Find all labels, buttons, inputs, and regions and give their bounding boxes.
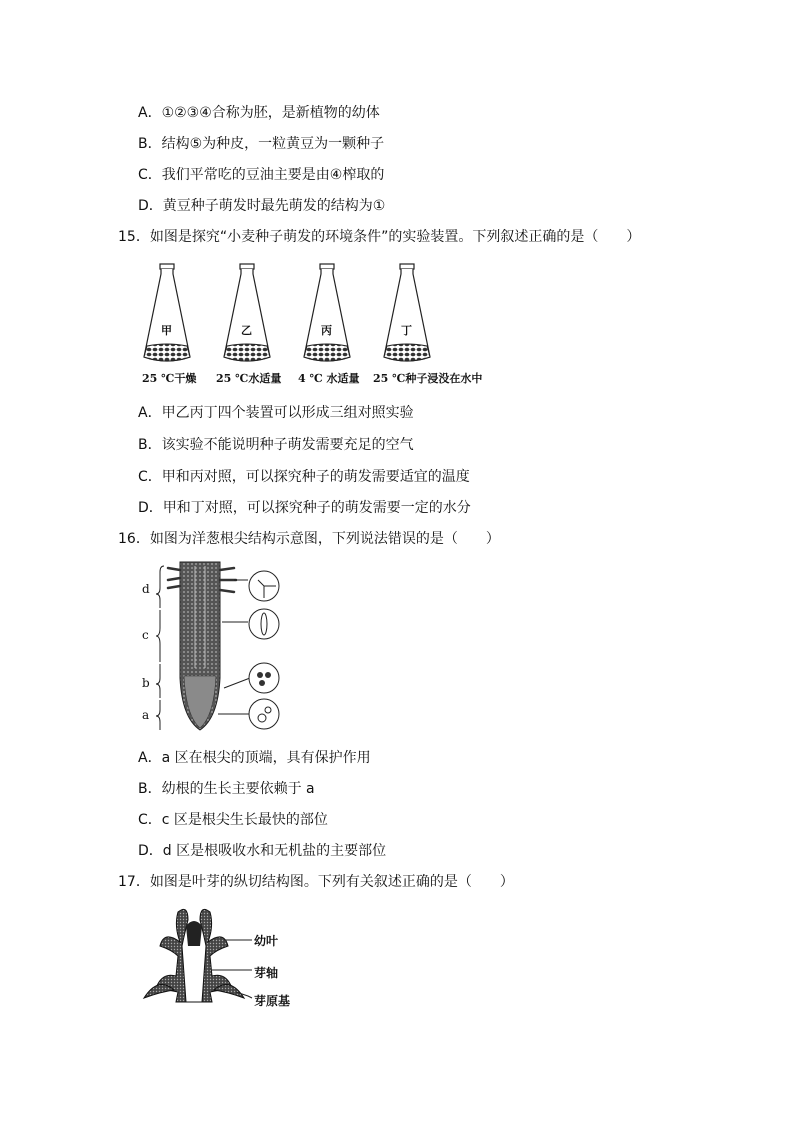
zone-label-d: d <box>142 582 150 596</box>
leaf-bud-drawing <box>140 906 320 1010</box>
q15-flask-figure <box>138 262 483 388</box>
q16-option-a: A．a 区在根尖的顶端，具有保护作用 <box>138 750 371 766</box>
flask-label-ding: 丁 <box>401 324 412 337</box>
q14-option-c: C．我们平常吃的豆油主要是由④榨取的 <box>138 167 385 183</box>
q15-stem: 15．如图是探究“小麦种子萌发的环境条件”的实验装置。下列叙述正确的是（ ） <box>118 229 641 245</box>
flask-label-bing: 丙 <box>321 324 332 337</box>
label-young-leaf: 幼叶 <box>254 934 279 948</box>
q15-option-a: A．甲乙丙丁四个装置可以形成三组对照实验 <box>138 405 414 421</box>
q14-option-b: B．结构⑤为种皮，一粒黄豆为一颗种子 <box>138 136 385 152</box>
flask-label-jia: 甲 <box>161 324 172 337</box>
flask-caption-bing: 4 ℃ 水适量 <box>298 372 360 385</box>
q14-option-d: D．黄豆种子萌发时最先萌发的结构为① <box>138 198 386 214</box>
flask-caption-ding: 25 ℃种子浸没在水中 <box>373 372 483 385</box>
flask-caption-yi: 25 ℃水适量 <box>216 372 282 385</box>
zone-label-a: a <box>142 708 150 722</box>
flask-label-yi: 乙 <box>241 324 252 337</box>
q15-option-c: C．甲和丙对照，可以探究种子的萌发需要适宜的温度 <box>138 469 470 485</box>
q17-leaf-bud-figure <box>140 906 320 1010</box>
label-bud-primordium: 芽原基 <box>254 994 291 1008</box>
zone-label-b: b <box>142 676 150 690</box>
label-bud-axis: 芽轴 <box>254 966 279 980</box>
q16-root-tip-figure <box>138 558 298 738</box>
q17-stem: 17．如图是叶芽的纵切结构图。下列有关叙述正确的是（ ） <box>118 874 514 890</box>
root-tip-drawing <box>138 558 298 738</box>
zone-label-c: c <box>142 628 149 642</box>
q16-stem: 16．如图为洋葱根尖结构示意图，下列说法错误的是（ ） <box>118 531 500 547</box>
q15-option-d: D．甲和丁对照，可以探究种子的萌发需要一定的水分 <box>138 500 471 516</box>
q15-option-b: B．该实验不能说明种子萌发需要充足的空气 <box>138 437 414 453</box>
q16-option-b: B．幼根的生长主要依赖于 a <box>138 781 315 797</box>
flask-caption-jia: 25 ℃干燥 <box>142 372 197 385</box>
q14-option-a: A．①②③④合称为胚，是新植物的幼体 <box>138 105 380 121</box>
q16-option-c: C．c 区是根尖生长最快的部位 <box>138 812 328 828</box>
q16-option-d: D．d 区是根吸收水和无机盐的主要部位 <box>138 843 387 859</box>
